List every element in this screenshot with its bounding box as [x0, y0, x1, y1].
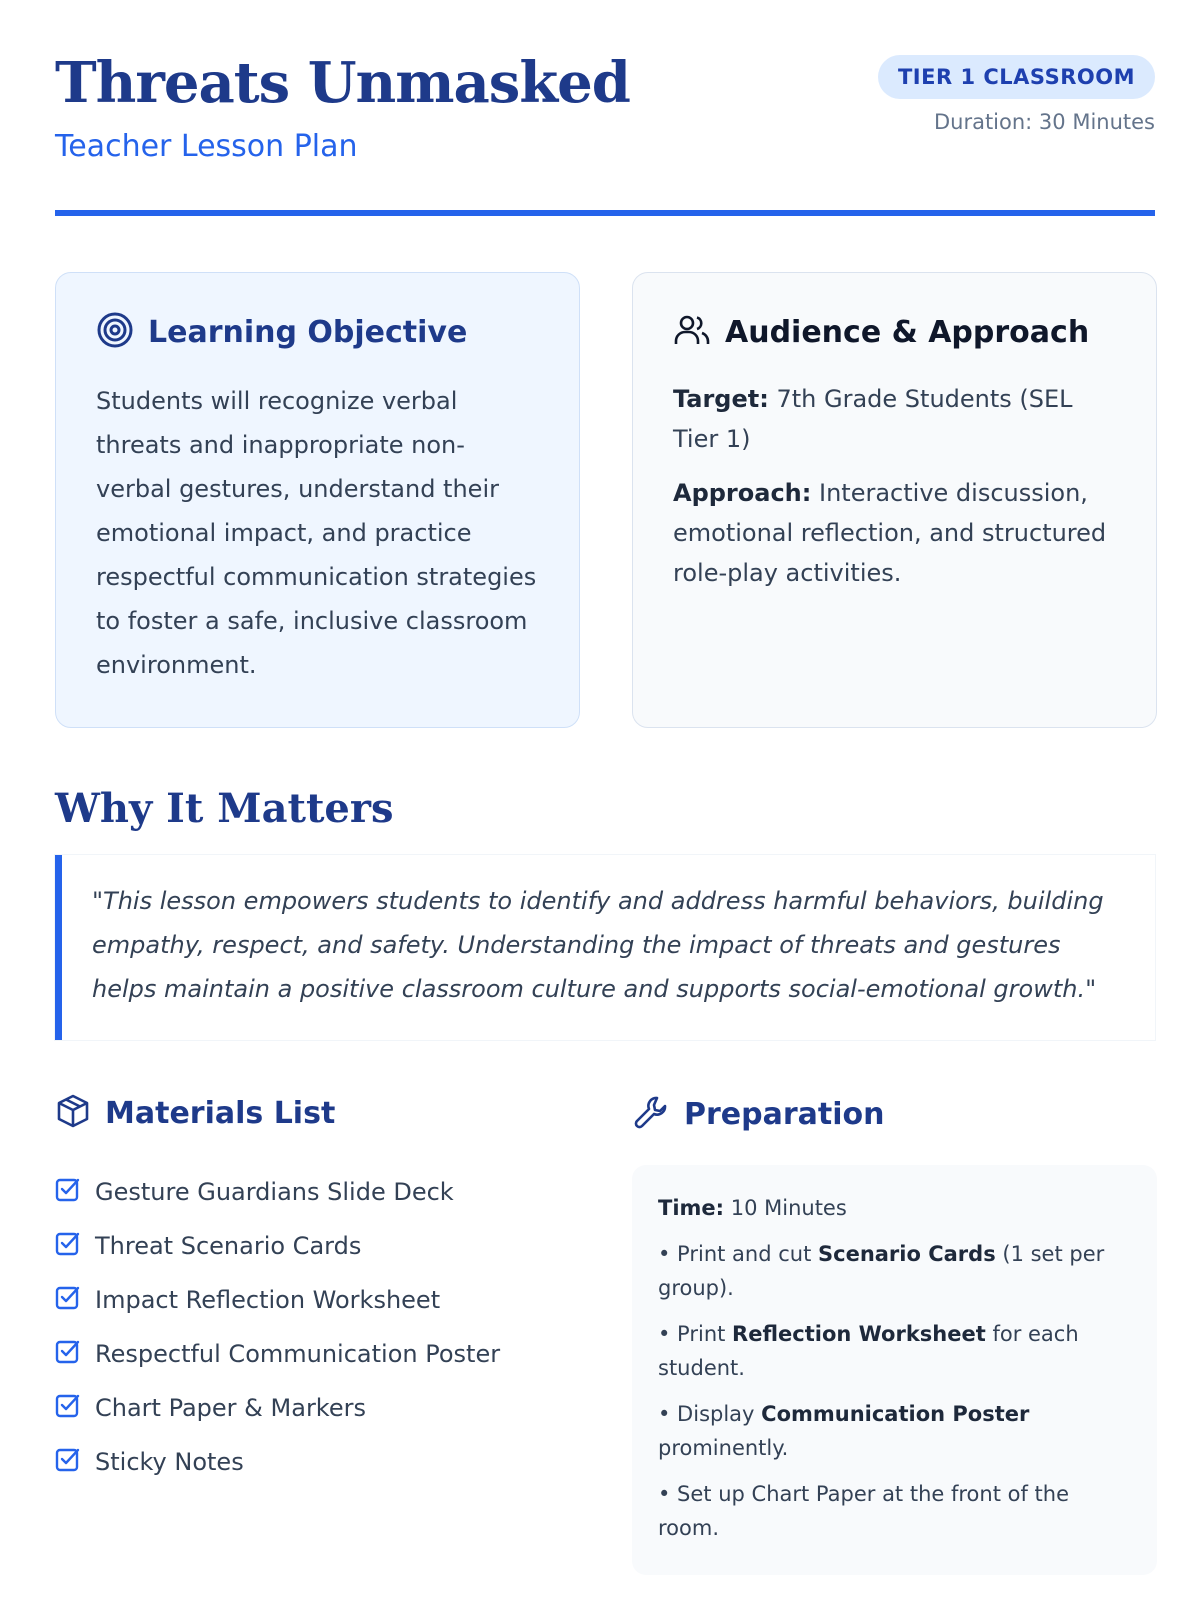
learning-objective-title: Learning Objective — [148, 314, 468, 350]
header-divider — [55, 210, 1155, 216]
page-subtitle: Teacher Lesson Plan — [55, 129, 358, 164]
list-item — [55, 1327, 575, 1381]
checkbox-checked-icon — [55, 1284, 81, 1316]
prep-step — [658, 1397, 1131, 1465]
learning-objective-header — [96, 311, 539, 353]
list-item — [55, 1273, 575, 1327]
prep-step-text: • Display — [658, 1402, 762, 1426]
learning-objective-text: Students will recognize verbal threats and inappropriate non-verbal gestures, understand their emotional impact, and practice respectful communication strategies to foster a safe, inclusive classroom environment. — [96, 387, 537, 679]
tier-badge: TIER 1 CLASSROOM — [878, 55, 1155, 99]
page-title: Threats Unmasked — [55, 50, 630, 116]
materials-list — [55, 1165, 575, 1489]
checkbox-checked-icon — [55, 1392, 81, 1424]
materials-title: Materials List — [105, 1095, 336, 1131]
checkbox-checked-icon — [55, 1446, 81, 1478]
page-header — [55, 50, 1155, 215]
prep-step-text: (1 set per group). — [658, 1242, 1105, 1300]
material-label: Threat Scenario Cards — [95, 1232, 362, 1260]
material-label: Chart Paper & Markers — [95, 1394, 366, 1422]
why-it-matters-title: Why It Matters — [55, 785, 394, 832]
target-value: 7th Grade Students (SEL Tier 1) — [673, 385, 1073, 453]
prep-time — [658, 1191, 1131, 1225]
list-item — [55, 1435, 575, 1489]
preparation-header — [632, 1093, 884, 1135]
prep-step-text: prominently. — [658, 1436, 789, 1460]
material-label: Respectful Communication Poster — [95, 1340, 501, 1368]
duration-label: Duration: 30 Minutes — [933, 110, 1155, 134]
why-it-matters-quote: "This lesson empowers students to identify and address harmful behaviors, building empathy, respect, and safety. Understanding the impact of threats and gestures helps maintain a positive classroom culture and supports social-emotional growth." — [55, 855, 1155, 1040]
preparation-box — [632, 1165, 1157, 1575]
list-item — [55, 1219, 575, 1273]
prep-step — [658, 1477, 1131, 1545]
target-icon — [96, 311, 134, 353]
wrench-icon — [632, 1093, 670, 1135]
prep-step-emphasis: Scenario Cards — [818, 1242, 996, 1266]
target-line — [673, 379, 1116, 459]
checkbox-checked-icon — [55, 1230, 81, 1262]
list-item — [55, 1381, 575, 1435]
target-label: Target: — [673, 385, 769, 413]
prep-step-emphasis: Reflection Worksheet — [732, 1322, 986, 1346]
list-item — [55, 1165, 575, 1219]
audience-approach-title: Audience & Approach — [725, 314, 1090, 350]
approach-label: Approach: — [673, 479, 812, 507]
approach-line — [673, 473, 1116, 593]
package-icon — [55, 1093, 91, 1133]
prep-step-emphasis: Communication Poster — [761, 1402, 1030, 1426]
material-label: Impact Reflection Worksheet — [95, 1286, 441, 1314]
checkbox-checked-icon — [55, 1338, 81, 1370]
preparation-title: Preparation — [684, 1096, 885, 1132]
material-label: Sticky Notes — [95, 1448, 244, 1476]
prep-step-text: for each student. — [658, 1322, 1079, 1380]
approach-value: Interactive discussion, emotional reflection, and structured role-play activities. — [673, 479, 1107, 587]
prep-step-text: • Set up Chart Paper at the front of the room. — [658, 1482, 1069, 1540]
learning-objective-card — [55, 272, 580, 728]
materials-header — [55, 1093, 335, 1133]
prep-step-text: • Print — [658, 1322, 733, 1346]
material-label: Gesture Guardians Slide Deck — [95, 1178, 454, 1206]
users-icon — [673, 311, 711, 353]
audience-approach-header — [673, 311, 1116, 353]
prep-time-label: Time: — [658, 1196, 725, 1220]
prep-step — [658, 1317, 1131, 1385]
prep-time-value: 10 Minutes — [724, 1196, 847, 1220]
prep-step-text: • Print and cut — [658, 1242, 818, 1266]
audience-approach-card — [632, 272, 1157, 728]
checkbox-checked-icon — [55, 1176, 81, 1208]
prep-step — [658, 1237, 1131, 1305]
